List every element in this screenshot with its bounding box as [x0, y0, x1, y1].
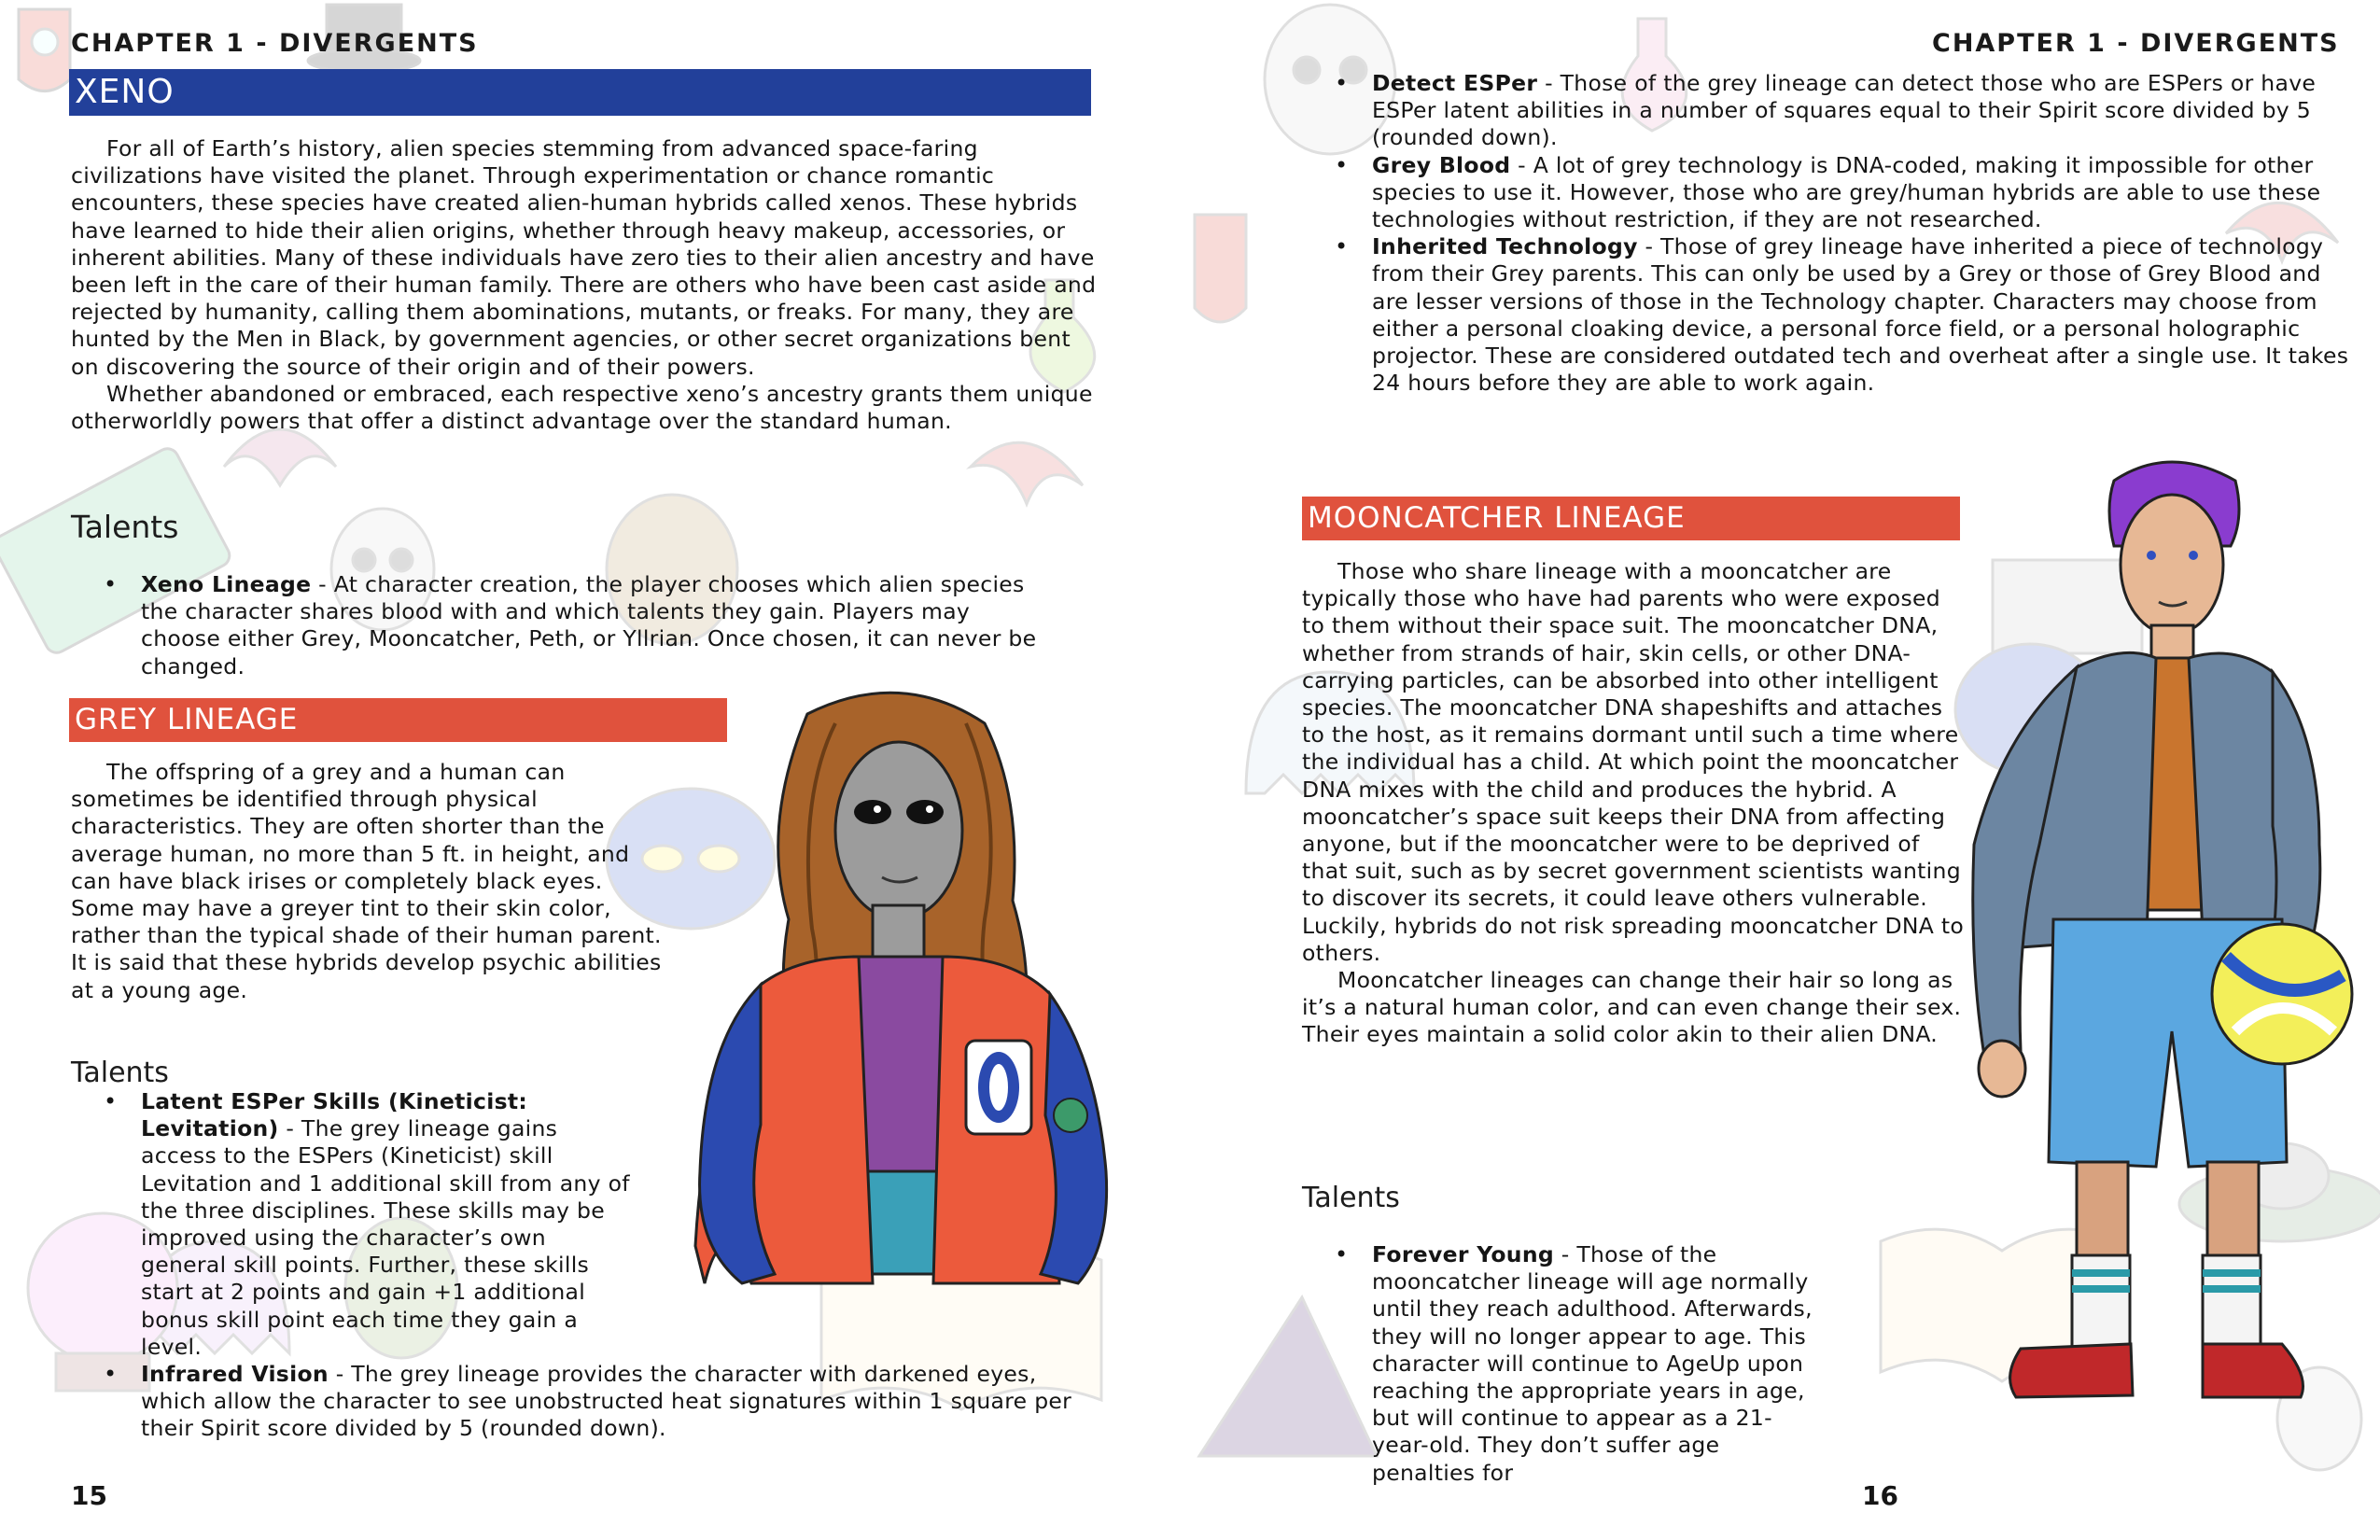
- talent-text: - The grey lineage provides the character with darkened eyes, which allow the character to see unobstructed heat signatures within 1 square per their Spirit score divided by 5 (rounded down).: [141, 1361, 1072, 1442]
- talent-latent-esper-skills: [71, 1088, 631, 1361]
- talent-text: - A lot of grey technology is DNA-coded, making it impossible for other species to use it. However, those who are grey/human hybrids are able to use these technologies without restriction, if they are not researched.: [1372, 151, 2321, 233]
- grey-talents-continued: [1302, 70, 2357, 397]
- section-title-xeno: XENO: [69, 69, 1091, 116]
- grey-talents-heading: Talents: [71, 1057, 169, 1089]
- talent-forever-young: [1302, 1241, 1825, 1487]
- talent-name: Latent ESPer Skills (Kineticist: Levitation): [141, 1088, 528, 1142]
- right-page: [1190, 0, 2380, 1540]
- talent-name: Infrared Vision: [141, 1361, 329, 1387]
- talent-inherited-technology: [1302, 233, 2357, 397]
- grey-talent-esper: [71, 1088, 631, 1361]
- talent-name: Forever Young: [1372, 1241, 1554, 1267]
- talent-list: [1302, 1241, 1825, 1487]
- section-title-mooncatcher-lineage: MOONCATCHER LINEAGE: [1302, 497, 1960, 540]
- talent-text: - Those of the grey lineage can detect those who are ESPers or have ESPer latent abilities in a number of squares equal to their Spirit score divided by 5 (rounded down).: [1372, 70, 2317, 151]
- page-number: 16: [1862, 1480, 1898, 1511]
- chapter-header: CHAPTER 1 - DIVERGENTS: [71, 29, 479, 58]
- mooncatcher-boy-illustration: [1965, 453, 2357, 1433]
- talent-xeno-lineage: [71, 571, 1042, 680]
- rocket-icon: [19, 9, 70, 91]
- talent-name: Xeno Lineage: [141, 571, 312, 597]
- grey-intro: [71, 759, 673, 1004]
- mooncatcher-intro: [1302, 558, 1969, 1049]
- paragraph: Mooncatcher lineages can change their hair so long as it’s a natural human color, and can even change their sex. Their eyes maintain a solid color akin to their alien DNA.: [1302, 967, 1962, 1048]
- paragraph: The offspring of a grey and a human can sometimes be identified through physical characteristics. They are often shorter than the average human, no more than 5 ft. in height, and can have black irises or completely black eyes. Some may have a greyer tint to their skin color, rather than the typical shade of their human parent. It is said that these hybrids develop psychic abilities at a young age.: [71, 759, 662, 1003]
- talent-list: [71, 571, 1042, 680]
- paragraph: Whether abandoned or embraced, each respective xeno’s ancestry grants them unique otherworldly powers that offer a distinct advantage over the standard human.: [71, 380, 1093, 435]
- bat-icon: [224, 429, 1083, 504]
- talent-list: [71, 1088, 631, 1361]
- grey-hybrid-girl-illustration: [686, 686, 1115, 1339]
- talent-list: [71, 1361, 1074, 1443]
- talent-grey-blood: [1302, 152, 2357, 234]
- rocket-icon: [1195, 215, 1246, 322]
- talent-detect-esper: [1302, 70, 2357, 152]
- page-number: 15: [71, 1480, 107, 1511]
- talent-text: - Those of the mooncatcher lineage will age normally until they reach adulthood. Afterwards, they will no longer appear to age. This character will continue to AgeUp upon reaching the appropriate years in age, but will continue to appear as a 21-year-old. They don’t suffer age penalties for: [1372, 1241, 1813, 1486]
- talent-infrared-vision: [71, 1361, 1074, 1443]
- paragraph: For all of Earth’s history, alien species stemming from advanced space-faring civilizations have visited the planet. Through experimentation or chance romantic encounters, these species have created alien-human hybrids called xenos. These hybrids have learned to hide their alien origins, whether through heavy makeup, accessories, or inherent abilities. Many of these individuals have zero ties to their alien ancestry and have been left in the care of their human family. There are others who have been cast aside and rejected by humanity, calling them abominations, mutants, or freaks. For many, they are hunted by the Men in Black, by government agencies, or other secret organizations bent on discovering the source of their origin and of their powers.: [71, 135, 1097, 380]
- talent-text: - At character creation, the player chooses which alien species the character shares blood with and which talents they gain. Players may choose either Grey, Mooncatcher, Peth, or Yllrian. Once chosen, it can never be changed.: [141, 571, 1037, 679]
- talents-heading: Talents: [71, 509, 179, 545]
- paragraph: Those who share lineage with a mooncatcher are typically those who have had parents who were exposed to them without their space suit. The mooncatcher DNA, whether from strands of hair, skin cells, or other DNA-carrying particles, can be absorbed into other intelligent species. The mooncatcher DNA shapeshifts and attaches to the host, as it remains dormant until such a time where the individual has a child. At which point the mooncatcher DNA mixes with the child and produces the hybrid. A mooncatcher’s space suit keeps their DNA from affecting anyone, but if the mooncatcher were to be deprived of that suit, such as by secret government scientists wanting to discover its secrets, it could leave others vulnerable. Luckily, hybrids do not risk spreading mooncatcher DNA to others.: [1302, 558, 1965, 966]
- chapter-header: CHAPTER 1 - DIVERGENTS: [1932, 29, 2340, 58]
- talent-text: - Those of grey lineage have inherited a piece of technology from their Grey parents. This can only be used by a Grey or those of Grey Blood and are lesser versions of those in the Technology chapter. Characters may choose from either a personal cloaking device, a personal force field, or a personal holographic projector. These are considered outdated tech and overheat after a single use. It takes 24 hours before they are able to work again.: [1372, 233, 2349, 397]
- xeno-talents: [71, 571, 1042, 680]
- xeno-intro: [71, 135, 1098, 435]
- talent-list: [1302, 70, 2357, 397]
- section-title-grey-lineage: GREY LINEAGE: [69, 698, 727, 742]
- mooncatcher-talents-heading: Talents: [1302, 1182, 1400, 1214]
- talent-name: Grey Blood: [1372, 151, 1511, 178]
- mooncatcher-talents: [1302, 1241, 1825, 1487]
- talent-name: Detect ESPer: [1372, 70, 1538, 96]
- talent-name: Inherited Technology: [1372, 233, 1638, 260]
- grey-talent-infrared: [71, 1361, 1074, 1443]
- talent-text: - The grey lineage gains access to the ESPers (Kineticist) skill Levitation and 1 additional skill from any of the three disciplines. These skills may be improved using the character’s own general skill points. Further, these skills start at 2 points and gain +1 additional bonus skill point each time they gain a level.: [141, 1115, 630, 1360]
